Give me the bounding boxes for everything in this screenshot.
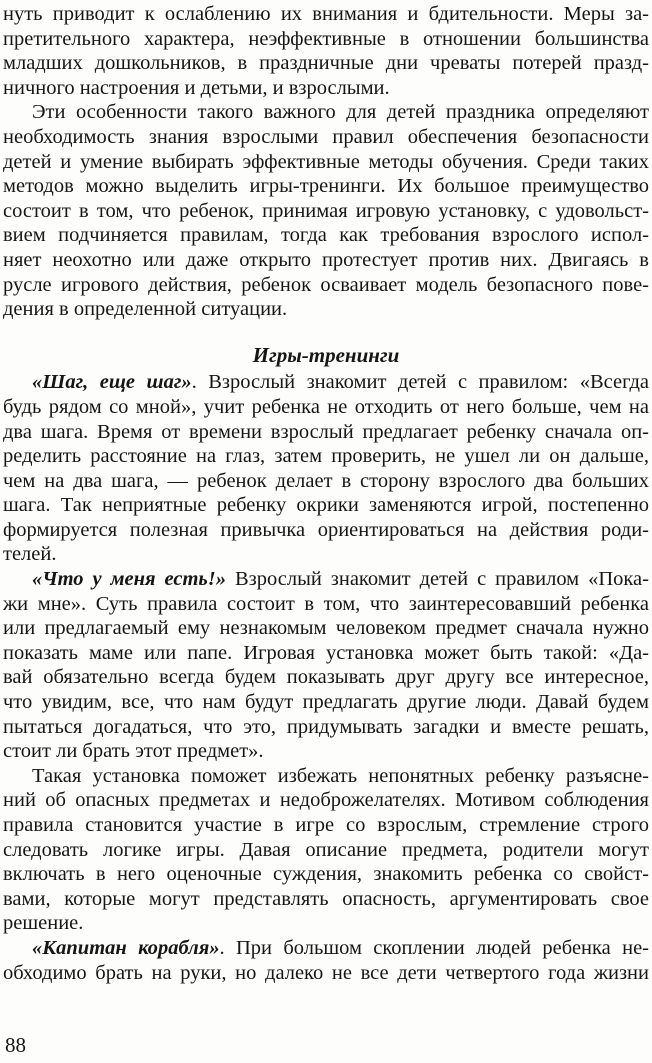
text-line: решение. bbox=[3, 912, 84, 935]
game-title-lead: «Шаг, еще шаг» bbox=[32, 371, 192, 394]
text-line: русле игрового действия, ребенок осваивает модель безопасного пове- bbox=[3, 273, 649, 296]
text-line: младших дошкольников, в праздничные дни чреваты потерей празд- bbox=[3, 52, 649, 75]
text-line: два шага. Время от времени взрослый предлагает ребенку сначала оп- bbox=[3, 420, 649, 443]
text-line: стоит ли брать этот предмет». bbox=[3, 740, 264, 763]
text-line: дения в определенной ситуации. bbox=[3, 298, 288, 321]
text-line: обходимо брать на руки, но далеко не все дети четвертого года жизни bbox=[3, 961, 649, 984]
text-line: вами, которые могут представлять опасность, аргументировать свое bbox=[3, 887, 649, 910]
text-line: следовать логике игры. Давая описание предмета, родители могут bbox=[3, 838, 649, 861]
text-line: претительного характера, неэффективные в отношении большинства bbox=[3, 27, 649, 50]
text-line: ний об опасных предметах и недоброжелателях. Мотивом соблюдения bbox=[3, 789, 649, 812]
section-heading: Игры-тренинги bbox=[252, 342, 400, 367]
page-number: 88 bbox=[5, 1033, 26, 1058]
text-line: жи мне». Суть правила состоит в том, что заинтересовавший ребенка bbox=[3, 592, 649, 615]
text-line: будь рядом со мной», учит ребенка не отходить от него больше, чем на bbox=[3, 395, 649, 418]
text-line: телей. bbox=[3, 543, 57, 566]
text-line: чем на два шага, — ребенок делает в сторону взрослого два больших bbox=[3, 469, 649, 492]
text-line: ничного настроения и детьми, и взрослыми. bbox=[3, 76, 390, 99]
text-line: включать в него оценочные суждения, знакомить ребенка со свойст- bbox=[3, 863, 649, 886]
text-line: ределить расстояние на глаз, затем проверить, не ушел ли он дальше, bbox=[3, 445, 649, 468]
text-line: пытаться догадаться, что это, придумывать загадки и вместе решать, bbox=[3, 715, 649, 738]
text-line: вием подчиняется правилам, тогда как требования взрослого испол- bbox=[3, 224, 649, 247]
text-line: шага. Так неприятные ребенку окрики заменяются игрой, постепенно bbox=[3, 494, 649, 517]
text-line: Эти особенности такого важного для детей праздника определяют bbox=[32, 101, 649, 124]
paragraph bbox=[3, 936, 649, 985]
paragraph bbox=[3, 100, 649, 321]
paragraph bbox=[3, 2, 649, 100]
text-line: что увидим, все, что нам будут предлагать другие люди. Давай будем bbox=[3, 691, 649, 714]
paragraph bbox=[3, 567, 649, 764]
text-line: методов можно выделить игры-тренинги. Их большое преимущество bbox=[3, 175, 649, 198]
text-line: или предлагаемый ему незнакомым человеком предмет сначала нужно bbox=[3, 617, 649, 640]
paragraph bbox=[3, 370, 649, 567]
text-line: «Что у меня есть!» Взрослый знакомит детей с правилом «Пока- bbox=[32, 568, 649, 591]
text-line: нуть приводит к ослаблению их внимания и бдительности. Меры за- bbox=[3, 3, 649, 25]
text-line: формируется полезная привычка ориентироваться на действия роди- bbox=[3, 518, 649, 541]
text-line: показать маме или папе. Игровая установка может быть такой: «Да- bbox=[3, 641, 649, 664]
text-line: необходимость знания взрослыми правил обеспечения безопасности bbox=[3, 125, 649, 148]
text-line: вай обязательно всегда будем показывать друг другу все интересное, bbox=[3, 666, 649, 689]
text-line: няет неохотно или даже открыто протестует против них. Двигаясь в bbox=[3, 248, 649, 271]
text-line: «Шаг, еще шаг». Взрослый знакомит детей с правилом: «Всегда bbox=[32, 371, 649, 394]
game-title-lead: «Капитан корабля» bbox=[32, 936, 220, 959]
text-line: детей и умение выбирать эффективные методы обучения. Среди таких bbox=[3, 150, 649, 173]
text-line: Такая установка поможет избежать непонятных ребенку разъясне- bbox=[32, 764, 649, 787]
game-title-lead: «Что у меня есть!» bbox=[32, 568, 227, 591]
text-line: правила становится участие в игре со взрослым, стремление строго bbox=[3, 814, 649, 836]
text-line: «Капитан корабля». При большом скоплении людей ребенка не- bbox=[32, 936, 649, 959]
paragraph bbox=[3, 764, 649, 936]
text-line: состоит в том, что ребенок, принимая игровую установку, с удовольст- bbox=[3, 199, 649, 222]
